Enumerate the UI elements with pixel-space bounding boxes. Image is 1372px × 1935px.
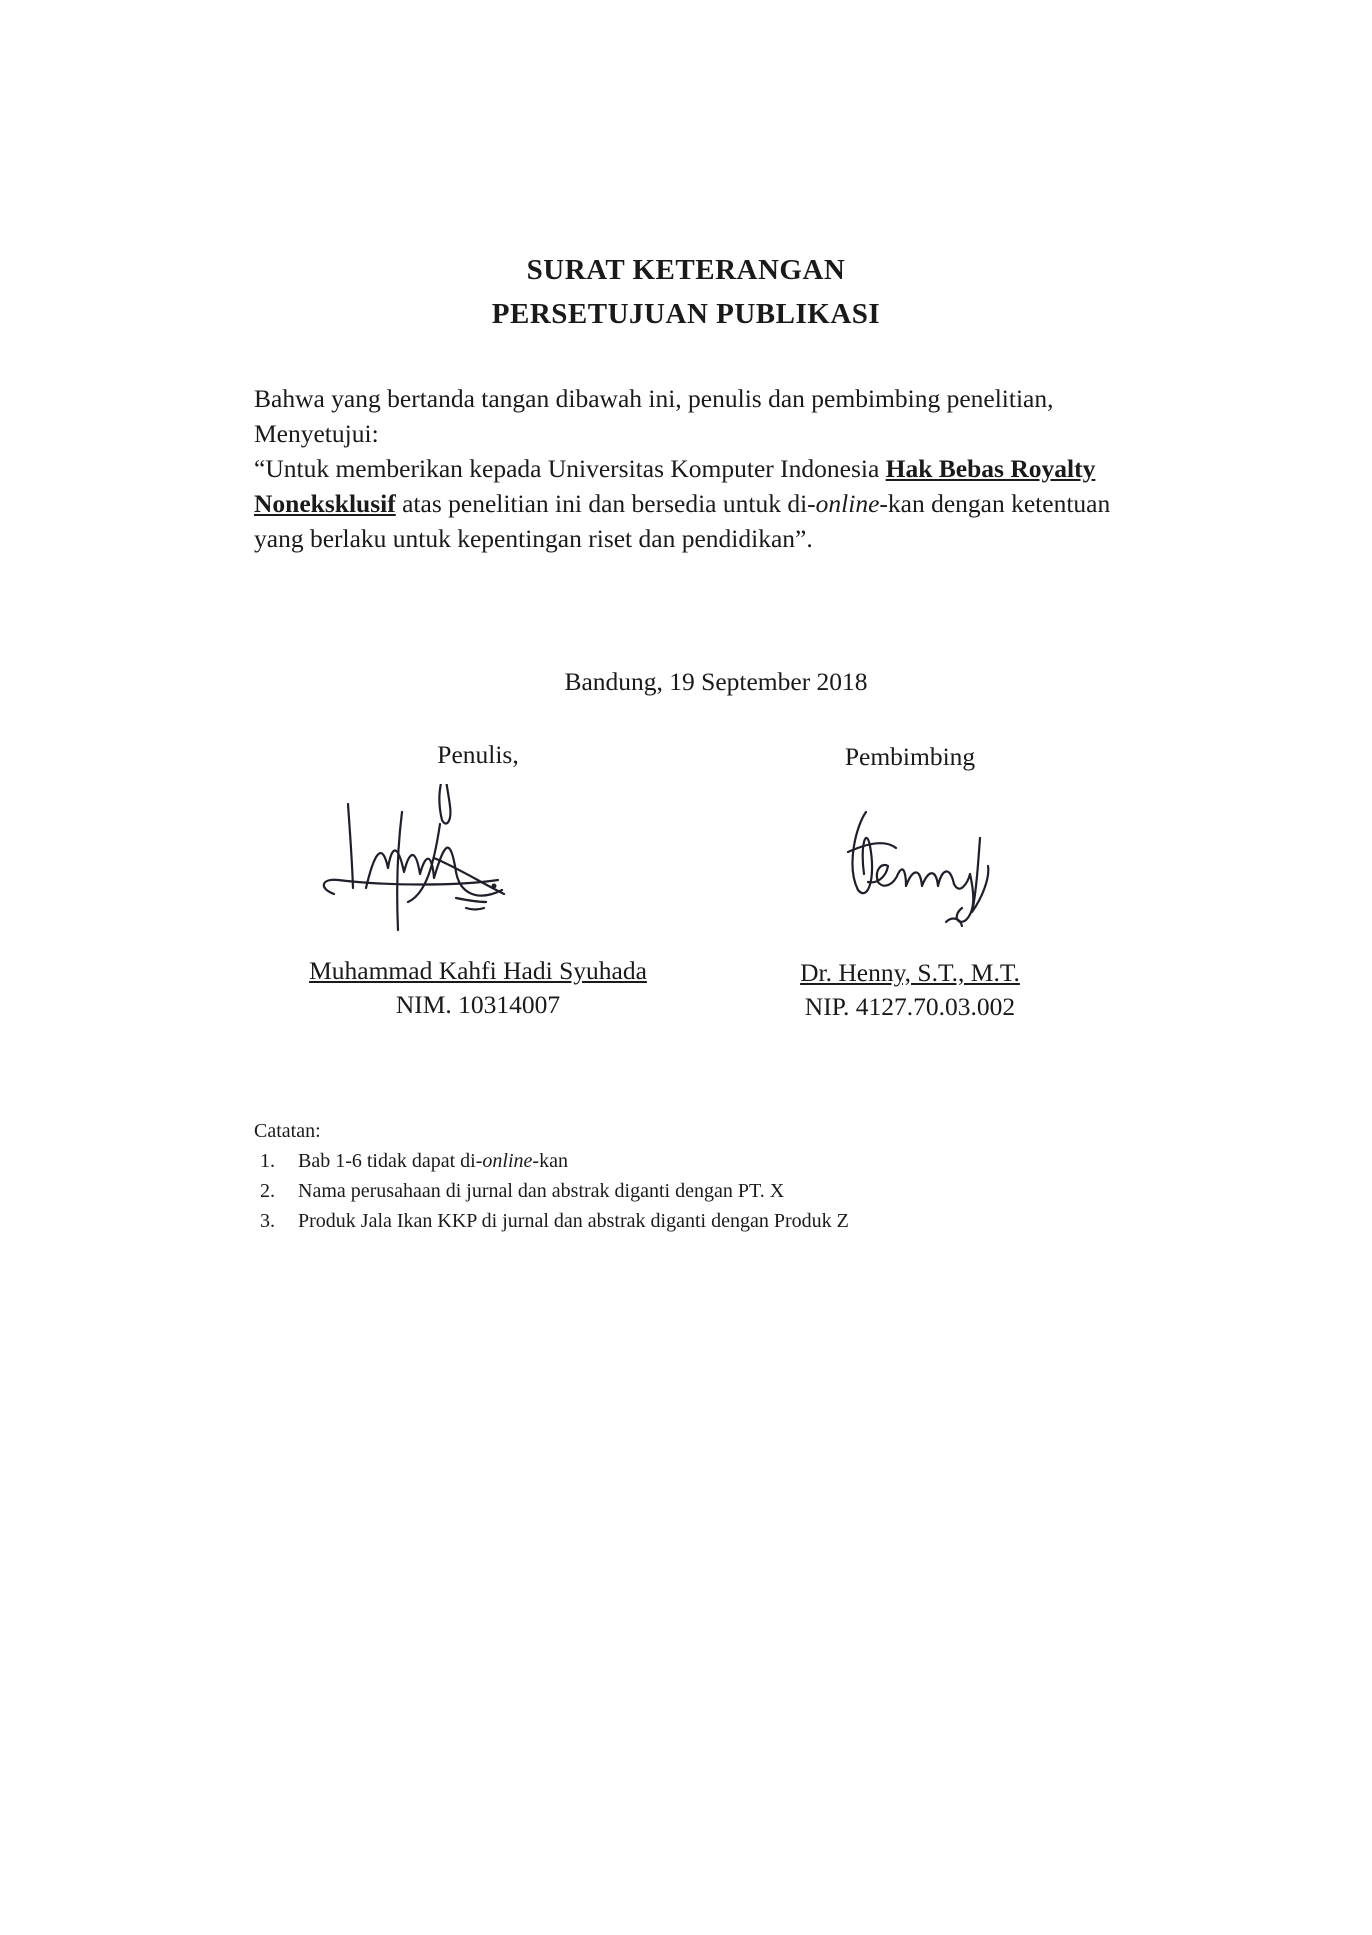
statement-paragraph bbox=[254, 381, 1154, 556]
list-item-text: Nama perusahaan di jurnal dan abstrak diganti dengan PT. X bbox=[298, 1180, 785, 1202]
list-item-number: 3. bbox=[260, 1210, 275, 1232]
list-item bbox=[254, 1176, 1154, 1206]
writer-signature-block bbox=[258, 740, 698, 1022]
writer-role: Penulis, bbox=[437, 740, 519, 769]
statement-line-3 bbox=[254, 451, 1154, 486]
title-line-1: SURAT KETERANGAN bbox=[526, 254, 846, 286]
license-term-part-1: Hak Bebas Royalty bbox=[885, 454, 1096, 483]
supervisor-id: NIP. 4127.70.03.002 bbox=[804, 992, 1016, 1021]
statement-line-4 bbox=[254, 486, 1154, 521]
title-line-2: PERSETUJUAN PUBLIKASI bbox=[491, 298, 881, 330]
supervisor-signature-block bbox=[690, 742, 1130, 1024]
list-item bbox=[254, 1206, 1154, 1236]
list-item-text-start: Bab 1-6 tidak dapat di- bbox=[298, 1150, 483, 1172]
license-term-part-2: Noneksklusif bbox=[254, 489, 396, 518]
list-item-text bbox=[298, 1146, 568, 1176]
writer-name: Muhammad Kahfi Hadi Syuhada bbox=[309, 956, 647, 985]
writer-signature-icon bbox=[258, 784, 698, 954]
writer-signature bbox=[258, 784, 698, 954]
list-item-text-end: -kan bbox=[532, 1150, 568, 1172]
writer-id: NIM. 10314007 bbox=[395, 990, 561, 1019]
statement-line-2: Menyetujui: bbox=[254, 419, 379, 448]
notes-section bbox=[254, 1116, 1154, 1236]
list-item-text: Produk Jala Ikan KKP di jurnal dan abstrak diganti dengan Produk Z bbox=[298, 1210, 849, 1232]
statement-line-3-text: “Untuk memberikan kepada Universitas Komputer Indonesia bbox=[254, 454, 886, 483]
list-item bbox=[254, 1146, 1154, 1176]
statement-line-4-end: -kan dengan ketentuan bbox=[879, 489, 1111, 518]
supervisor-name: Dr. Henny, S.T., M.T. bbox=[800, 958, 1020, 987]
place-date: Bandung, 19 September 2018 bbox=[564, 667, 868, 696]
notes-title: Catatan: bbox=[254, 1120, 321, 1142]
online-word: online bbox=[815, 489, 880, 518]
supervisor-signature bbox=[690, 786, 1130, 956]
supervisor-signature-icon bbox=[690, 786, 1130, 956]
statement-line-4-text: atas penelitian ini dan bersedia untuk di- bbox=[395, 489, 816, 518]
online-word: online bbox=[482, 1150, 533, 1172]
statement-line-5: yang berlaku untuk kepentingan riset dan pendidikan”. bbox=[254, 524, 813, 553]
supervisor-role: Pembimbing bbox=[844, 742, 976, 771]
document-title bbox=[0, 248, 1372, 336]
list-item-number: 1. bbox=[260, 1150, 275, 1172]
list-item-number: 2. bbox=[260, 1180, 275, 1202]
statement-line-1: Bahwa yang bertanda tangan dibawah ini, penulis dan pembimbing penelitian, bbox=[254, 384, 1054, 413]
